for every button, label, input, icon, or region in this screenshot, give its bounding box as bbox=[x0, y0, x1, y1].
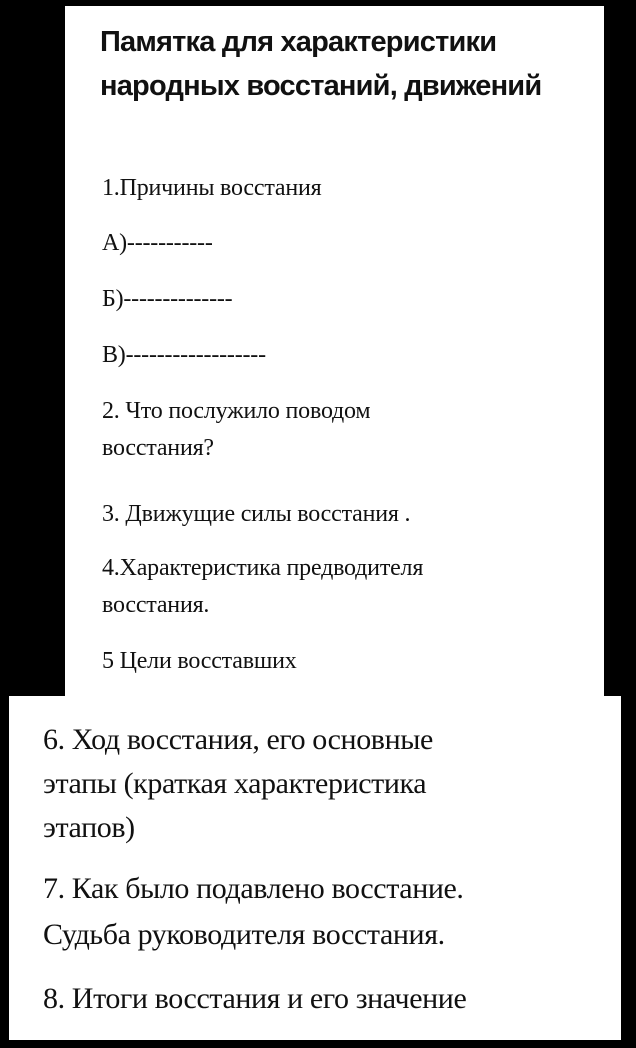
item-2-line-2: восстания? bbox=[102, 435, 214, 461]
item-8-results: 8. Итоги восстания и его значение bbox=[43, 982, 467, 1015]
item-5-goals: 5 Цели восставших bbox=[102, 648, 297, 674]
item-1-sub-v: В)------------------ bbox=[102, 342, 266, 368]
item-4-line-1: 4.Характеристика предводителя bbox=[102, 555, 424, 581]
item-6-line-1: 6. Ход восстания, его основные bbox=[43, 723, 433, 756]
item-1-sub-a: А)----------- bbox=[102, 230, 213, 256]
item-4-line-2: восстания. bbox=[102, 592, 210, 618]
item-1-sub-b: Б)-------------- bbox=[102, 286, 233, 312]
item-6-line-3: этапов) bbox=[43, 811, 135, 844]
item-2-line-1: 2. Что послужило поводом bbox=[102, 398, 371, 424]
item-7-line-1: 7. Как было подавлено восстание. bbox=[43, 872, 464, 905]
item-6-line-2: этапы (краткая характеристика bbox=[43, 767, 427, 800]
document-title: Памятка для характеристики народных восстаний, движений bbox=[100, 26, 542, 102]
item-3-driving-forces: 3. Движущие силы восстания . bbox=[102, 501, 411, 527]
item-1-causes: 1.Причины восстания bbox=[102, 175, 322, 201]
item-7-line-2: Судьба руководителя восстания. bbox=[43, 918, 445, 951]
